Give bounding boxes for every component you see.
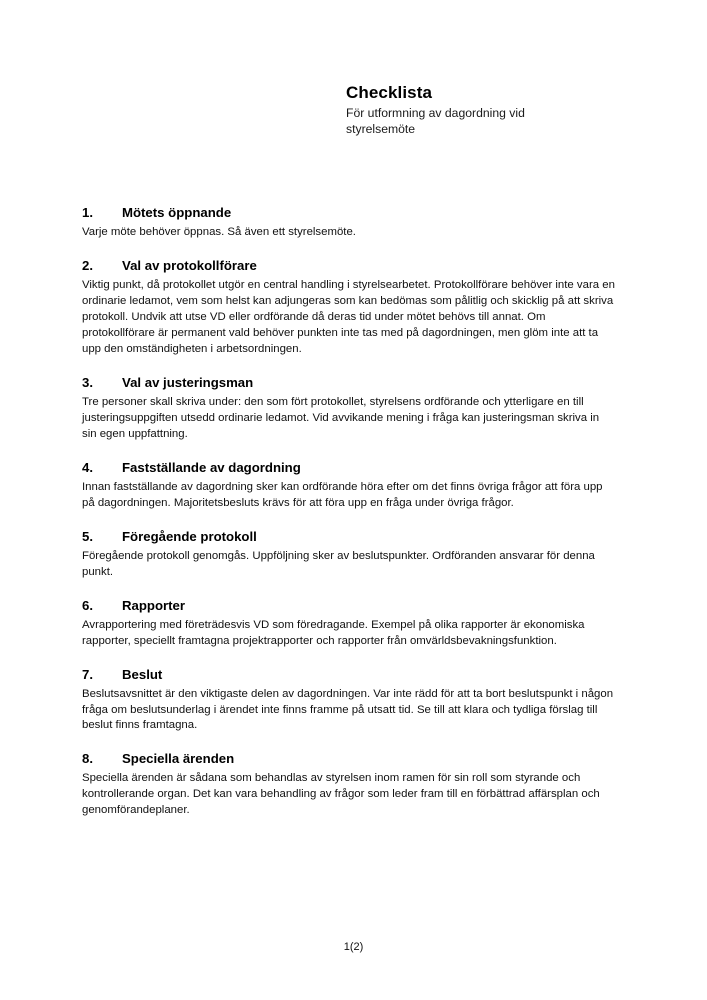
page-subtitle: För utformning av dagordning vid styrelsemöte bbox=[346, 106, 525, 137]
section-number: 5. bbox=[82, 528, 93, 544]
section-5 bbox=[82, 529, 622, 581]
section-8 bbox=[82, 751, 622, 819]
document-header bbox=[346, 82, 626, 137]
section-number: 7. bbox=[82, 666, 93, 682]
section-number: 1. bbox=[82, 205, 93, 220]
section-heading bbox=[82, 205, 622, 220]
section-heading bbox=[82, 751, 622, 766]
page-number: 1(2) bbox=[343, 941, 364, 953]
section-title: Fastställande av dagordning bbox=[122, 459, 301, 475]
section-body: Speciella ärenden är sådana som behandlas av styrelsen inom ramen för sin roll som styrande och kontrollerande organ. Det kan vara behandling av frågor som leder fram till en förbättrad affärsplan och genomförandeplaner. bbox=[82, 772, 600, 817]
section-title: Speciella ärenden bbox=[122, 751, 235, 767]
section-2 bbox=[82, 258, 622, 358]
section-heading bbox=[82, 667, 622, 682]
section-number: 2. bbox=[82, 257, 93, 273]
section-1 bbox=[82, 205, 622, 241]
section-list bbox=[82, 205, 622, 836]
section-number: 8. bbox=[82, 751, 93, 767]
section-body: Tre personer skall skriva under: den som fört protokollet, styrelsens ordförande och ytterligare en till justeringsuppgiften utsedd ordinarie ledamot. Vid avvikande mening i fråga kan justeringsman skriva in sin egen uppfattning. bbox=[82, 395, 600, 440]
section-body: Viktig punkt, då protokollet utgör en central handling i styrelsearbetet. Protokollförare behöver inte vara en ordinarie ledamot, vem som helst kan adjungeras som kan bedömas som pålitlig och skicklig på att skriva protokoll. Undvik att utse VD eller ordförande då deras tid under mötet behövs till annat. Om protokollförare är permanent vald behöver punkten inte tas med på dagordningen, men glöm inte att ta upp den omständigheten i arbetsordningen. bbox=[82, 278, 615, 355]
section-6 bbox=[82, 598, 622, 650]
section-heading bbox=[82, 375, 622, 390]
section-heading bbox=[82, 460, 622, 475]
section-number: 3. bbox=[82, 374, 93, 390]
section-heading bbox=[82, 529, 622, 544]
section-title: Val av protokollförare bbox=[122, 257, 257, 273]
section-title: Mötets öppnande bbox=[122, 205, 232, 220]
section-title: Rapporter bbox=[122, 597, 186, 613]
section-title: Beslut bbox=[122, 666, 163, 682]
section-number: 4. bbox=[82, 459, 93, 475]
section-body: Innan fastställande av dagordning sker kan ordförande höra efter om det finns övriga frågor att föra upp på dagordningen. Majoritetsbesluts krävs för att föra upp en fråga under övriga frågor. bbox=[82, 480, 603, 509]
section-title: Val av justeringsman bbox=[122, 374, 254, 390]
section-body: Avrapportering med företrädesvis VD som föredragande. Exempel på olika rapporter är ekonomiska rapporter, speciellt framtagna projektrapporter och rapporter från omvärldsbevakningsfunktion. bbox=[82, 618, 585, 647]
section-heading bbox=[82, 258, 622, 273]
section-body: Föregående protokoll genomgås. Uppföljning sker av beslutspunkter. Ordföranden ansvarar för denna punkt. bbox=[82, 549, 595, 578]
section-body: Beslutsavsnittet är den viktigaste delen av dagordningen. Var inte rädd för att ta bort beslutspunkt i någon fråga om beslutsunderlag i ärendet inte finns framme på utsatt tid. Se till att klara och tydliga förslag till beslut finns framtagna. bbox=[82, 687, 614, 732]
page-title: Checklista bbox=[346, 83, 433, 102]
section-heading bbox=[82, 598, 622, 613]
section-4 bbox=[82, 460, 622, 512]
section-number: 6. bbox=[82, 597, 93, 613]
section-body: Varje möte behöver öppnas. Så även ett styrelsemöte. bbox=[82, 226, 356, 238]
page-footer bbox=[0, 941, 707, 953]
section-7 bbox=[82, 667, 622, 735]
section-title: Föregående protokoll bbox=[122, 528, 257, 544]
section-3 bbox=[82, 375, 622, 443]
